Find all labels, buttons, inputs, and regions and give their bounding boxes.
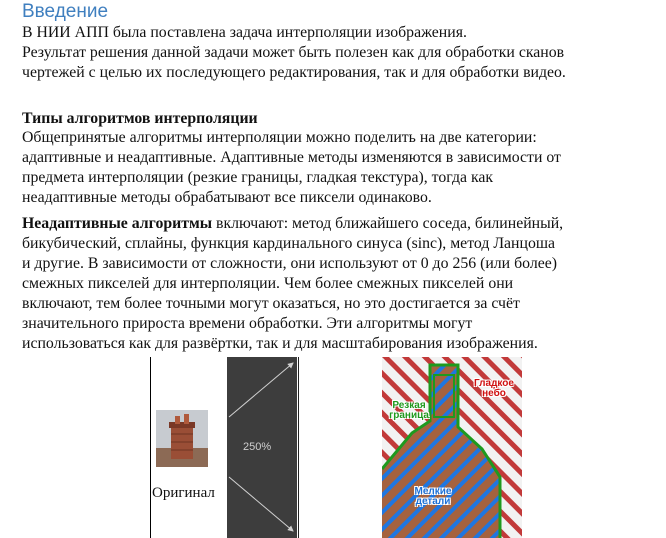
text-line: смежных пикселей для интерполяции. Чем более смежных пикселей они xyxy=(22,275,514,292)
text-line: неадаптивные методы обрабатывают все пиксели одинаково. xyxy=(22,189,432,206)
text-line: и другие. В зависимости от сложности, они используют от 0 до 256 (или более) xyxy=(22,255,557,272)
text-line: чертежей с целью их последующего редактирования, так и для обработки видео. xyxy=(22,64,566,81)
text-line: бикубический, сплайны, функция кардинального синуса (sinc), метод Ланцоша xyxy=(22,235,556,252)
original-label: Оригинал xyxy=(152,485,215,501)
text-line: предмета интерполяции (резкие границы, гладкая текстура), тогда как xyxy=(22,169,494,186)
original-chimney-photo xyxy=(156,410,208,467)
text-line: включают, тем более точными могут оказаться, но это достигается за счёт xyxy=(22,295,520,312)
panel-divider xyxy=(298,357,299,538)
text-line: использоваться как для развёртки, так и для масштабирования изображения. xyxy=(22,335,538,352)
bold-term: Неадаптивные алгоритмы xyxy=(22,215,213,232)
zoom-label: 250% xyxy=(243,441,272,453)
text-line: значительного прироста времени обработки. Эти алгоритмы могут xyxy=(22,315,473,332)
zoom-panel xyxy=(227,357,297,538)
smooth-sky-label: Гладкое небо xyxy=(474,378,514,399)
text-line: адаптивные и неадаптивные. Адаптивные методы изменяются в зависимости от xyxy=(22,149,561,166)
categories-paragraph xyxy=(22,128,662,208)
sharp-edge-label: Резкая граница xyxy=(389,400,429,421)
intro-paragraph xyxy=(22,23,662,43)
section-heading: Введение xyxy=(22,1,109,22)
interpolation-figure xyxy=(150,357,522,538)
text-line: Общепринятые алгоритмы интерполяции можно поделить на две категории: xyxy=(22,129,537,146)
fine-detail-label: Мелкие детали xyxy=(414,486,452,507)
nonadaptive-paragraph xyxy=(22,214,662,354)
text-fragment: включают: метод ближайшего соседа, билинейный, xyxy=(212,215,564,232)
text-line: В НИИ АПП была поставлена задача интерполяции изображения. xyxy=(22,24,467,41)
text-line: Результат решения данной задачи может быть полезен как для обработки сканов xyxy=(22,44,565,61)
result-paragraph xyxy=(22,43,662,83)
subsection-title: Типы алгоритмов интерполяции xyxy=(22,110,258,127)
text-line xyxy=(22,214,662,234)
